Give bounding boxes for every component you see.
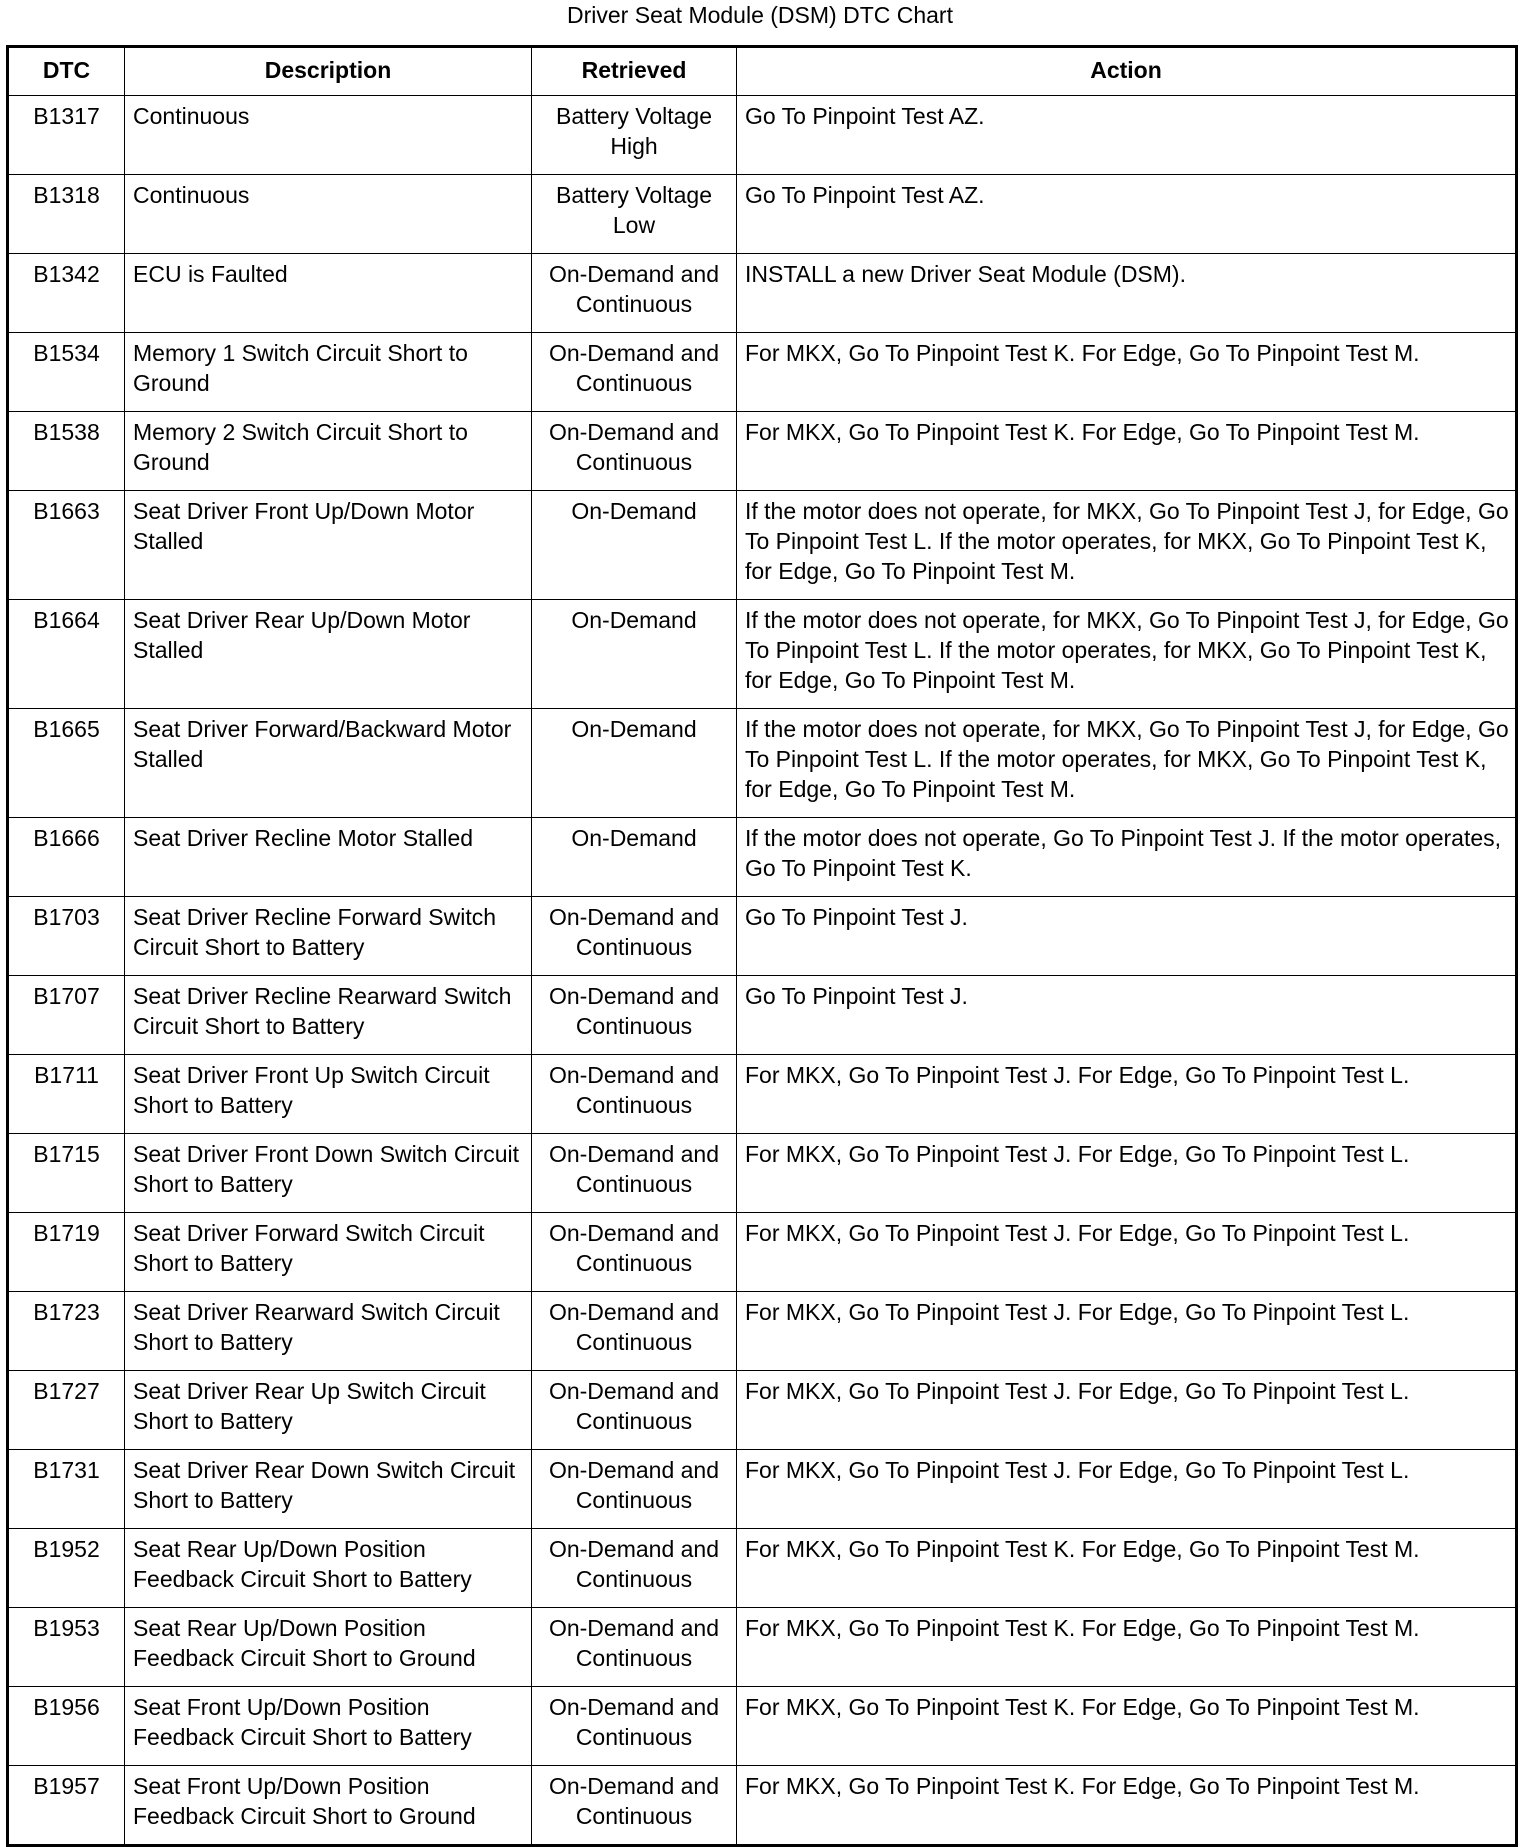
dtc-retrieved: On-Demand and Continuous [532, 1134, 737, 1213]
dtc-description: Seat Driver Front Up Switch Circuit Short to Battery [125, 1055, 532, 1134]
dtc-action: If the motor does not operate, for MKX, Go To Pinpoint Test J, for Edge, Go To Pinpoint Test L. If the motor operates, for MKX, Go To Pinpoint Test K, for Edge, Go To Pinpoint Test M. [737, 600, 1517, 709]
dtc-description: Seat Driver Forward Switch Circuit Short to Battery [125, 1213, 532, 1292]
dtc-description: Seat Driver Front Up/Down Motor Stalled [125, 491, 532, 600]
table-row [8, 976, 1517, 1055]
dtc-retrieved: On-Demand and Continuous [532, 1055, 737, 1134]
dtc-description: Seat Driver Recline Motor Stalled [125, 818, 532, 897]
dtc-retrieved: Battery Voltage Low [532, 175, 737, 254]
dtc-code: B1957 [8, 1766, 125, 1846]
dtc-code: B1666 [8, 818, 125, 897]
dtc-retrieved: On-Demand and Continuous [532, 1292, 737, 1371]
dtc-action: For MKX, Go To Pinpoint Test K. For Edge, Go To Pinpoint Test M. [737, 1687, 1517, 1766]
dtc-table [6, 45, 1518, 1847]
dtc-code: B1956 [8, 1687, 125, 1766]
dtc-action: For MKX, Go To Pinpoint Test K. For Edge, Go To Pinpoint Test M. [737, 1766, 1517, 1846]
dtc-description: Seat Driver Recline Forward Switch Circuit Short to Battery [125, 897, 532, 976]
dtc-description: Seat Rear Up/Down Position Feedback Circuit Short to Battery [125, 1529, 532, 1608]
dtc-action: For MKX, Go To Pinpoint Test J. For Edge, Go To Pinpoint Test L. [737, 1450, 1517, 1529]
dtc-retrieved: On-Demand and Continuous [532, 897, 737, 976]
dtc-code: B1318 [8, 175, 125, 254]
dtc-retrieved: On-Demand and Continuous [532, 1371, 737, 1450]
table-row [8, 1055, 1517, 1134]
dtc-code: B1952 [8, 1529, 125, 1608]
dtc-retrieved: On-Demand and Continuous [532, 254, 737, 333]
table-row [8, 254, 1517, 333]
dtc-code: B1707 [8, 976, 125, 1055]
column-header-retrieved: Retrieved [532, 47, 737, 96]
dtc-retrieved: On-Demand and Continuous [532, 1450, 737, 1529]
dtc-description: Seat Driver Rearward Switch Circuit Short to Battery [125, 1292, 532, 1371]
dtc-description: Memory 2 Switch Circuit Short to Ground [125, 412, 532, 491]
table-row [8, 412, 1517, 491]
table-row [8, 1608, 1517, 1687]
dtc-code: B1538 [8, 412, 125, 491]
dtc-code: B1342 [8, 254, 125, 333]
dtc-code: B1703 [8, 897, 125, 976]
dtc-code: B1731 [8, 1450, 125, 1529]
dtc-description: Seat Driver Front Down Switch Circuit Short to Battery [125, 1134, 532, 1213]
table-row [8, 1450, 1517, 1529]
dtc-description: Seat Rear Up/Down Position Feedback Circuit Short to Ground [125, 1608, 532, 1687]
table-row [8, 96, 1517, 175]
column-header-dtc: DTC [8, 47, 125, 96]
dtc-description: Seat Driver Rear Down Switch Circuit Short to Battery [125, 1450, 532, 1529]
dtc-action: For MKX, Go To Pinpoint Test J. For Edge, Go To Pinpoint Test L. [737, 1055, 1517, 1134]
dtc-description: Seat Front Up/Down Position Feedback Circuit Short to Ground [125, 1766, 532, 1846]
dtc-code: B1663 [8, 491, 125, 600]
dtc-action: For MKX, Go To Pinpoint Test K. For Edge, Go To Pinpoint Test M. [737, 333, 1517, 412]
dtc-retrieved: Battery Voltage High [532, 96, 737, 175]
dtc-action: Go To Pinpoint Test J. [737, 976, 1517, 1055]
table-row [8, 1766, 1517, 1846]
dtc-code: B1719 [8, 1213, 125, 1292]
dtc-retrieved: On-Demand and Continuous [532, 1687, 737, 1766]
table-row [8, 1371, 1517, 1450]
dtc-retrieved: On-Demand and Continuous [532, 1213, 737, 1292]
dtc-action: For MKX, Go To Pinpoint Test J. For Edge, Go To Pinpoint Test L. [737, 1292, 1517, 1371]
table-row [8, 1687, 1517, 1766]
dtc-action: For MKX, Go To Pinpoint Test J. For Edge, Go To Pinpoint Test L. [737, 1213, 1517, 1292]
dtc-retrieved: On-Demand [532, 709, 737, 818]
table-row [8, 600, 1517, 709]
dtc-description: Seat Driver Rear Up/Down Motor Stalled [125, 600, 532, 709]
table-row [8, 1134, 1517, 1213]
column-header-action: Action [737, 47, 1517, 96]
dtc-code: B1953 [8, 1608, 125, 1687]
table-row [8, 1529, 1517, 1608]
table-row [8, 1292, 1517, 1371]
dtc-retrieved: On-Demand and Continuous [532, 333, 737, 412]
dtc-retrieved: On-Demand [532, 491, 737, 600]
dtc-retrieved: On-Demand and Continuous [532, 412, 737, 491]
dtc-retrieved: On-Demand and Continuous [532, 1608, 737, 1687]
dtc-action: INSTALL a new Driver Seat Module (DSM). [737, 254, 1517, 333]
dtc-code: B1665 [8, 709, 125, 818]
table-row [8, 1213, 1517, 1292]
dtc-code: B1715 [8, 1134, 125, 1213]
dtc-retrieved: On-Demand and Continuous [532, 976, 737, 1055]
column-header-description: Description [125, 47, 532, 96]
dtc-description: Seat Driver Rear Up Switch Circuit Short to Battery [125, 1371, 532, 1450]
dtc-code: B1711 [8, 1055, 125, 1134]
dtc-description: Memory 1 Switch Circuit Short to Ground [125, 333, 532, 412]
table-row [8, 818, 1517, 897]
chart-title: Driver Seat Module (DSM) DTC Chart [567, 2, 953, 28]
dtc-code: B1664 [8, 600, 125, 709]
dtc-action: For MKX, Go To Pinpoint Test J. For Edge, Go To Pinpoint Test L. [737, 1371, 1517, 1450]
dtc-action: Go To Pinpoint Test J. [737, 897, 1517, 976]
dtc-retrieved: On-Demand [532, 600, 737, 709]
dtc-description: ECU is Faulted [125, 254, 532, 333]
dtc-description: Seat Driver Forward/Backward Motor Stalled [125, 709, 532, 818]
dtc-description: Seat Front Up/Down Position Feedback Circuit Short to Battery [125, 1687, 532, 1766]
dtc-description: Continuous [125, 175, 532, 254]
dtc-action: If the motor does not operate, for MKX, Go To Pinpoint Test J, for Edge, Go To Pinpoint Test L. If the motor operates, for MKX, Go To Pinpoint Test K, for Edge, Go To Pinpoint Test M. [737, 491, 1517, 600]
dtc-retrieved: On-Demand and Continuous [532, 1529, 737, 1608]
dtc-description: Continuous [125, 96, 532, 175]
dtc-retrieved: On-Demand [532, 818, 737, 897]
dtc-code: B1723 [8, 1292, 125, 1371]
dtc-action: For MKX, Go To Pinpoint Test K. For Edge, Go To Pinpoint Test M. [737, 1529, 1517, 1608]
dtc-code: B1727 [8, 1371, 125, 1450]
table-row [8, 491, 1517, 600]
dtc-action: For MKX, Go To Pinpoint Test K. For Edge, Go To Pinpoint Test M. [737, 412, 1517, 491]
dtc-action: For MKX, Go To Pinpoint Test K. For Edge, Go To Pinpoint Test M. [737, 1608, 1517, 1687]
dtc-retrieved: On-Demand and Continuous [532, 1766, 737, 1846]
table-row [8, 897, 1517, 976]
dtc-code: B1534 [8, 333, 125, 412]
dtc-code: B1317 [8, 96, 125, 175]
table-row [8, 709, 1517, 818]
dtc-action: Go To Pinpoint Test AZ. [737, 175, 1517, 254]
dtc-action: If the motor does not operate, for MKX, Go To Pinpoint Test J, for Edge, Go To Pinpoint Test L. If the motor operates, for MKX, Go To Pinpoint Test K, for Edge, Go To Pinpoint Test M. [737, 709, 1517, 818]
dtc-action: If the motor does not operate, Go To Pinpoint Test J. If the motor operates, Go To Pinpoint Test K. [737, 818, 1517, 897]
dtc-action: Go To Pinpoint Test AZ. [737, 96, 1517, 175]
dtc-description: Seat Driver Recline Rearward Switch Circuit Short to Battery [125, 976, 532, 1055]
dtc-action: For MKX, Go To Pinpoint Test J. For Edge, Go To Pinpoint Test L. [737, 1134, 1517, 1213]
header-row [8, 47, 1517, 96]
table-row [8, 175, 1517, 254]
table-row [8, 333, 1517, 412]
